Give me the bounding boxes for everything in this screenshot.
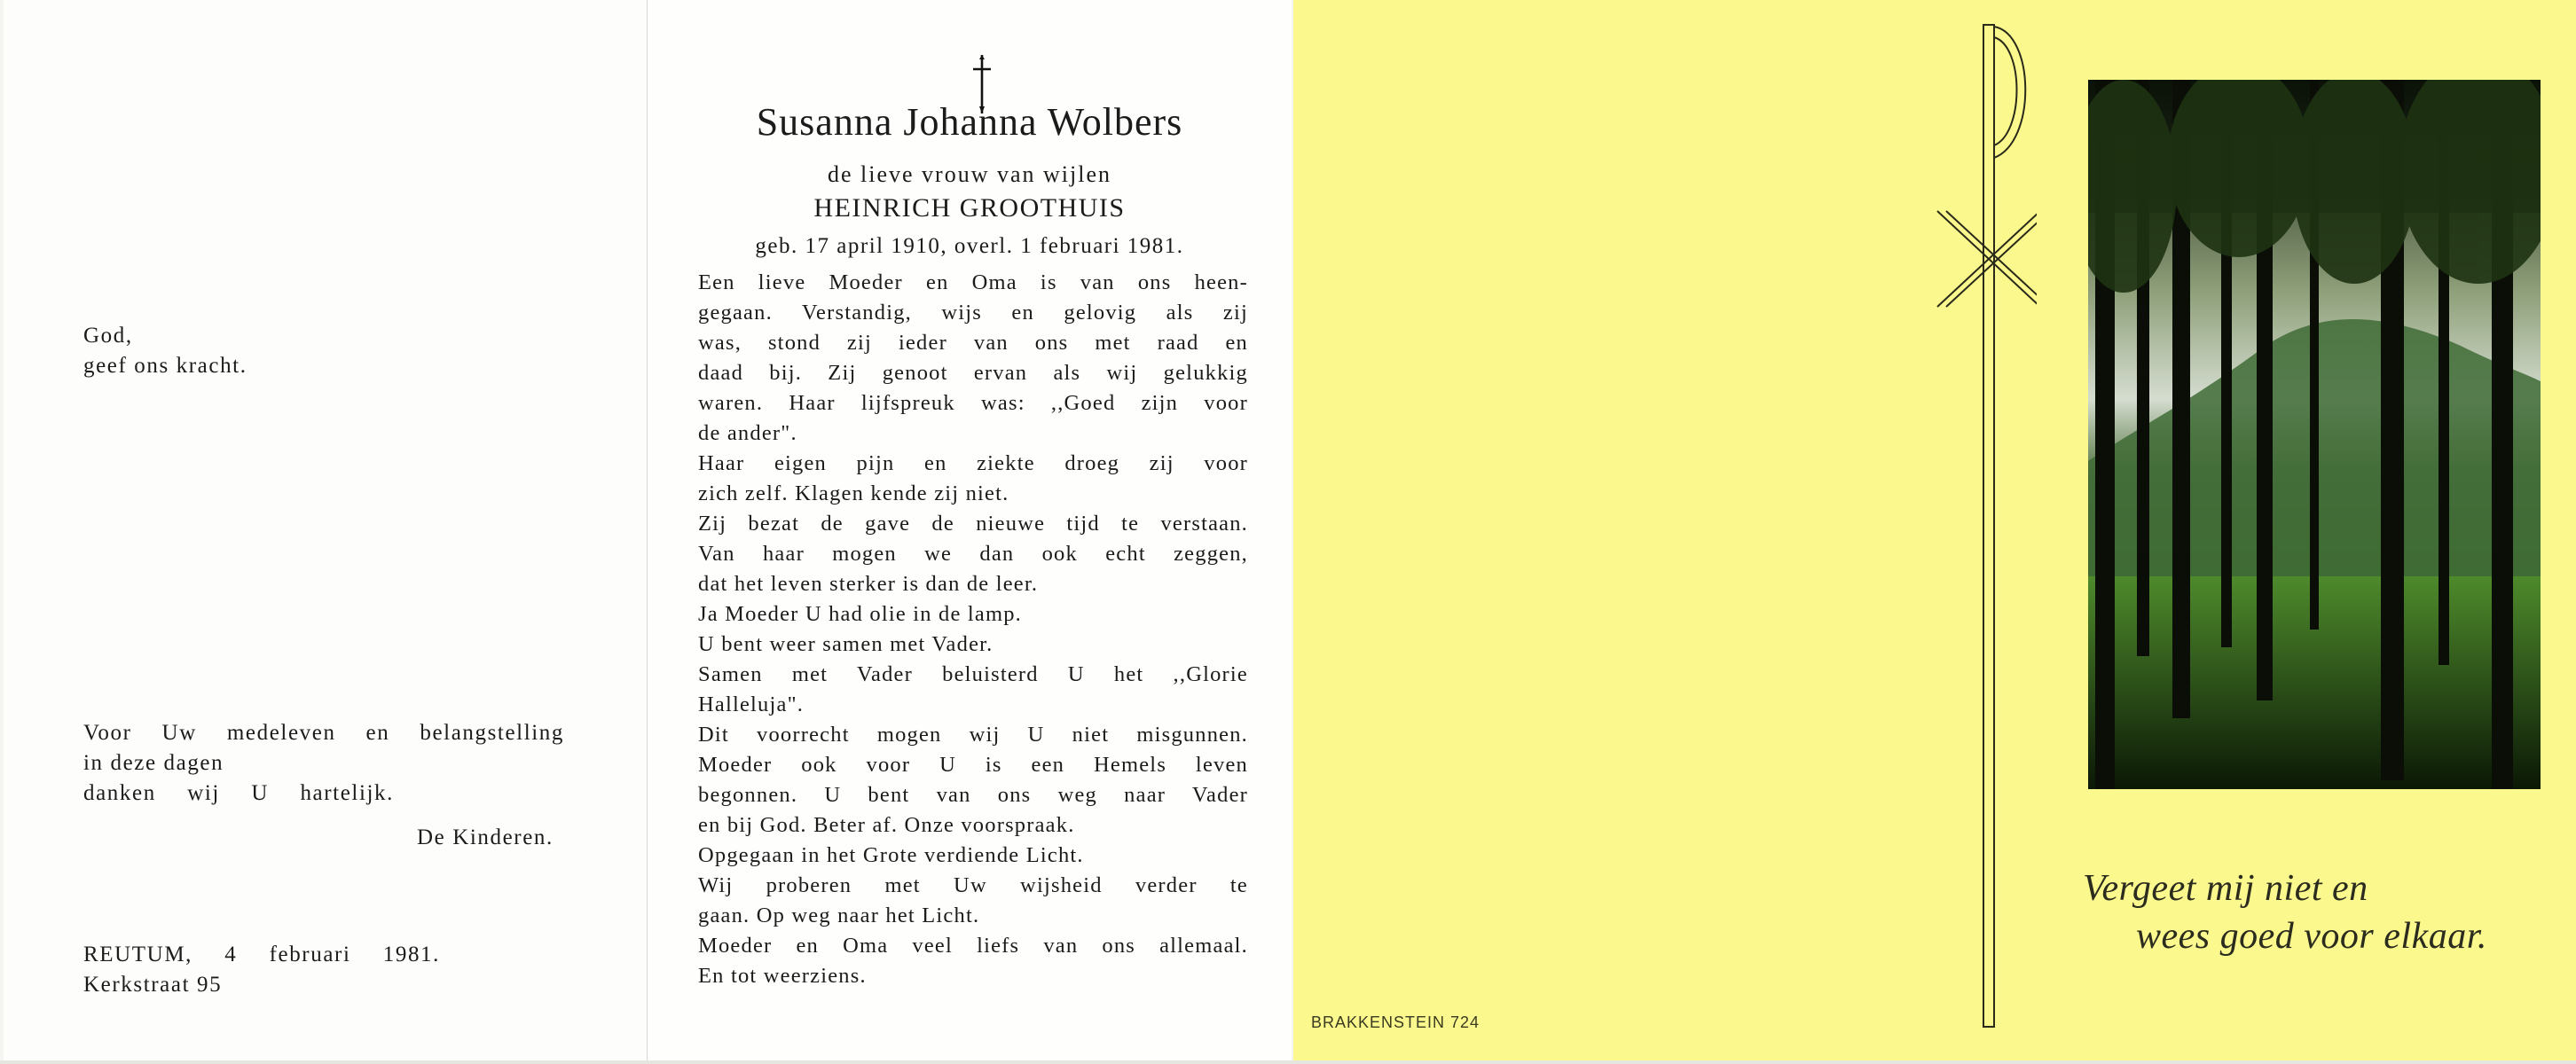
body-line: Van haar mogen we dan ook echt zeggen, xyxy=(698,542,1248,566)
forest-photo xyxy=(2088,80,2541,789)
body-line: en bij God. Beter af. Onze voorspraak. xyxy=(698,813,1075,837)
body-line: En tot weerziens. xyxy=(698,964,867,988)
body-line: Wij proberen met Uw wijsheid verder te xyxy=(698,873,1248,897)
body-line: de ander". xyxy=(698,421,797,445)
body-line: daad bij. Zij genoot ervan als wij gelukkig xyxy=(698,361,1248,385)
obituary-panel xyxy=(648,0,1292,1060)
chi-rho-icon xyxy=(1930,18,2037,1037)
inner-left-panel xyxy=(4,0,648,1060)
place-date: REUTUM, 4 februari 1981. xyxy=(83,943,440,966)
verse-line-1: Vergeet mij niet en xyxy=(2083,868,2368,909)
body-line: dat het leven sterker is dan de leer. xyxy=(698,572,1039,596)
body-line: Moeder ook voor U is een Hemels leven xyxy=(698,753,1248,777)
card-edge xyxy=(0,1060,2576,1064)
body-line: Samen met Vader beluisterd U het ,,Glorie xyxy=(698,662,1248,686)
body-line: U bent weer samen met Vader. xyxy=(698,632,993,656)
body-line: was, stond zij ieder van ons met raad en xyxy=(698,331,1248,355)
cover-panel xyxy=(1930,0,2576,1060)
publisher-imprint: BRAKKENSTEIN 724 xyxy=(1311,1013,1480,1031)
back-panel xyxy=(1293,0,1930,1060)
prayer-line-1: God, xyxy=(83,324,133,348)
obituary-body xyxy=(698,270,1248,994)
signature: De Kinderen. xyxy=(417,825,554,849)
body-line: Een lieve Moeder en Oma is van ons heen- xyxy=(698,270,1248,294)
address: Kerkstraat 95 xyxy=(83,973,223,997)
thanks-line-2: in deze dagen xyxy=(83,751,224,775)
body-line: gegaan. Verstandig, wijs en gelovig als zij xyxy=(698,301,1248,325)
life-dates: geb. 17 april 1910, overl. 1 februari 1981. xyxy=(755,234,1184,258)
body-line: Haar eigen pijn en ziekte droeg zij voor xyxy=(698,451,1248,475)
husband-name: HEINRICH GROOTHUIS xyxy=(813,193,1126,223)
prayer-line-2: geef ons kracht. xyxy=(83,354,247,378)
body-line: Ja Moeder U had olie in de lamp. xyxy=(698,602,1022,626)
body-line: begonnen. U bent van ons weg naar Vader xyxy=(698,783,1248,807)
body-line: waren. Haar lijfspreuk was: ,,Goed zijn voor xyxy=(698,391,1248,415)
body-line: zich zelf. Klagen kende zij niet. xyxy=(698,481,1009,505)
verse-line-2: wees goed voor elkaar. xyxy=(2136,916,2487,957)
body-line: Dit voorrecht mogen wij U niet misgunnen. xyxy=(698,723,1248,747)
thanks-line-3: danken wij U hartelijk. xyxy=(83,781,394,805)
thanks-line-1: Voor Uw medeleven en belangstelling xyxy=(83,721,564,745)
body-line: Moeder en Oma veel liefs van ons allemaal. xyxy=(698,934,1248,958)
body-line: gaan. Op weg naar het Licht. xyxy=(698,904,980,927)
body-line: Opgegaan in het Grote verdiende Licht. xyxy=(698,843,1084,867)
relation-text: de lieve vrouw van wijlen xyxy=(827,161,1112,187)
body-line: Zij bezat de gave de nieuwe tijd te verstaan. xyxy=(698,512,1248,536)
body-line: Halleluja". xyxy=(698,692,805,716)
deceased-name: Susanna Johanna Wolbers xyxy=(756,100,1183,144)
